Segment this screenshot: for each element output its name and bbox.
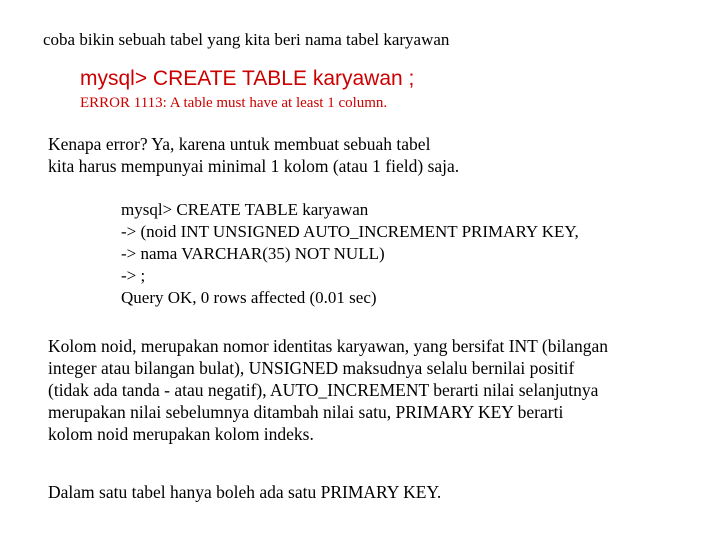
- code-line: mysql> CREATE TABLE karyawan: [121, 200, 369, 219]
- primary-key-note: [48, 481, 708, 503]
- slide-heading: coba bikin sebuah tabel yang kita beri nama tabel karyawan: [43, 30, 450, 49]
- code-line: -> ;: [121, 266, 146, 285]
- text-line: kita harus mempunyai minimal 1 kolom (atau 1 field) saja.: [48, 156, 460, 176]
- code-line: -> (noid INT UNSIGNED AUTO_INCREMENT PRIMARY KEY,: [121, 222, 579, 241]
- explanation-columns: [48, 335, 708, 445]
- text-line: kolom noid merupakan kolom indeks.: [48, 424, 314, 444]
- text-line: Dalam satu tabel hanya boleh ada satu PRIMARY KEY.: [48, 482, 442, 502]
- mysql-command-create-table: mysql> CREATE TABLE karyawan ;: [80, 67, 415, 90]
- text-line: Kolom noid, merupakan nomor identitas karyawan, yang bersifat INT (bilangan: [48, 336, 609, 356]
- text-line: merupakan nilai sebelumnya ditambah nilai satu, PRIMARY KEY berarti: [48, 402, 564, 422]
- code-line: Query OK, 0 rows affected (0.01 sec): [121, 288, 377, 307]
- explanation-error: [48, 133, 708, 177]
- text-line: (tidak ada tanda - atau negatif), AUTO_INCREMENT berarti nilai selanjutnya: [48, 380, 599, 400]
- text-line: Kenapa error? Ya, karena untuk membuat sebuah tabel: [48, 134, 431, 154]
- text-line: integer atau bilangan bulat), UNSIGNED maksudnya selalu bernilai positif: [48, 358, 575, 378]
- code-block-create-table: [121, 199, 711, 309]
- mysql-error-message: ERROR 1113: A table must have at least 1 column.: [80, 95, 388, 111]
- code-line: -> nama VARCHAR(35) NOT NULL): [121, 244, 385, 263]
